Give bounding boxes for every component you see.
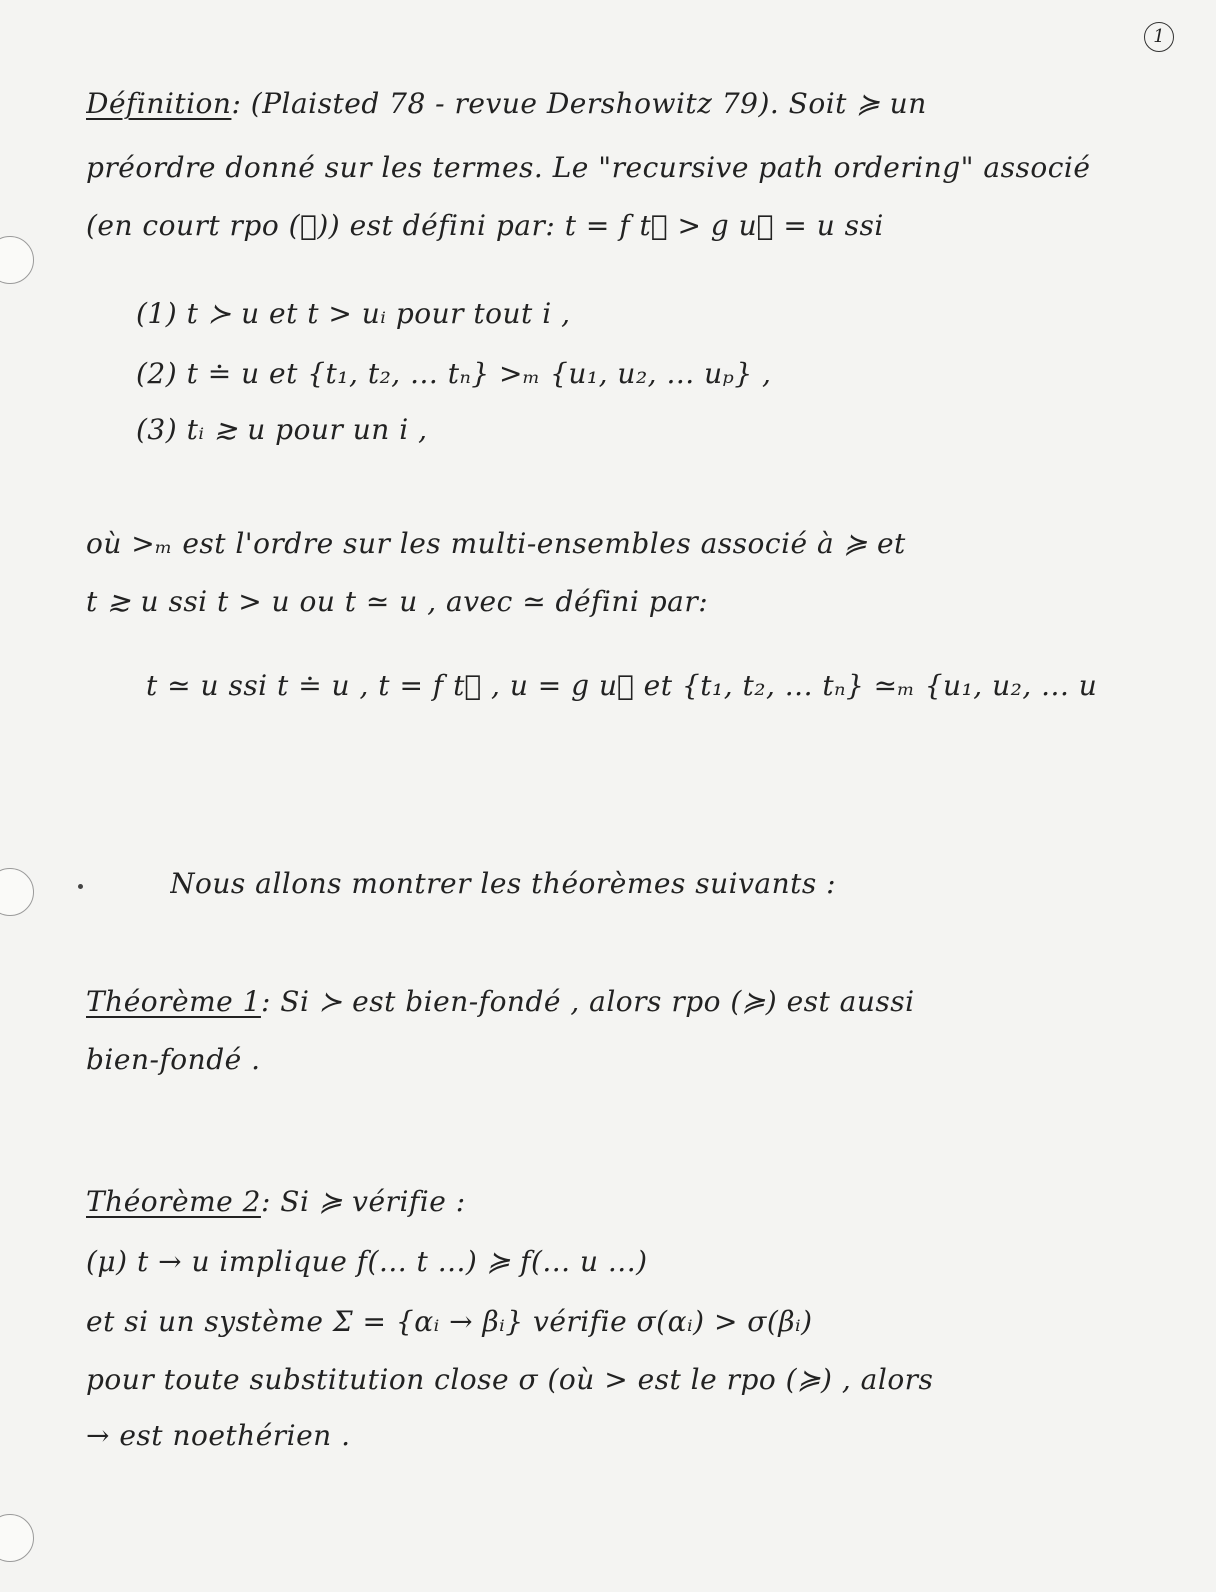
- theorem-2-line-3: et si un système Σ = {αᵢ → βᵢ} vérifie σ(αᵢ) > σ(βᵢ): [86, 1305, 813, 1338]
- theorem-2-line-1: [86, 1184, 1176, 1220]
- punch-hole-middle: [0, 868, 34, 916]
- margin-dot: [78, 884, 83, 889]
- theorem-2-line-5: → est noethérien .: [86, 1419, 351, 1452]
- theorem-1-line-1-text: : Si ≻ est bien-fondé , alors rpo (≽) est aussi: [260, 985, 915, 1018]
- condition-3: (3) tᵢ ≳ u pour un i ,: [136, 413, 428, 446]
- punch-hole-bottom: [0, 1514, 34, 1562]
- intro-line: Nous allons montrer les théorèmes suivants :: [170, 867, 837, 900]
- definition-line-3: (en court rpo (≽)) est défini par: t = f t⃗ > g u⃗ = u ssi: [86, 209, 884, 242]
- theorem-2-line-1-text: : Si ≽ vérifie :: [260, 1185, 466, 1218]
- condition-2: (2) t ≐ u et {t₁, t₂, ... tₙ} >ₘ {u₁, u₂, ... uₚ} ,: [136, 357, 772, 390]
- explanation-line-3: t ≃ u ssi t ≐ u , t = f t⃗ , u = g u⃗ et {t₁, t₂, ... tₙ} ≃ₘ {u₁, u₂, ... u: [146, 669, 1098, 702]
- theorem-2-line-2: (μ) t → u implique f(... t ...) ≽ f(... u ...): [86, 1245, 648, 1278]
- definition-line-2: préordre donné sur les termes. Le "recursive path ordering" associé: [86, 151, 1091, 184]
- theorem-2-heading: Théorème 2: [86, 1185, 261, 1218]
- definition-heading: Définition: [86, 87, 232, 120]
- theorem-2-line-4: pour toute substitution close σ (où > est le rpo (≽) , alors: [86, 1363, 934, 1396]
- condition-1: (1) t ≻ u et t > uᵢ pour tout i ,: [136, 297, 571, 330]
- definition-line-1-text: : (Plaisted 78 - revue Dershowitz 79). Soit ≽ un: [231, 87, 927, 120]
- definition-line-1: [86, 86, 1176, 122]
- theorem-1-line-1: [86, 984, 1176, 1020]
- explanation-line-1: où >ₘ est l'ordre sur les multi-ensembles associé à ≽ et: [86, 527, 906, 560]
- page-number: 1: [1144, 22, 1174, 52]
- theorem-1-line-2: bien-fondé .: [86, 1043, 261, 1076]
- punch-hole-top: [0, 236, 34, 284]
- theorem-1-heading: Théorème 1: [86, 985, 261, 1018]
- explanation-line-2: t ≳ u ssi t > u ou t ≃ u , avec ≃ défini par:: [86, 585, 709, 618]
